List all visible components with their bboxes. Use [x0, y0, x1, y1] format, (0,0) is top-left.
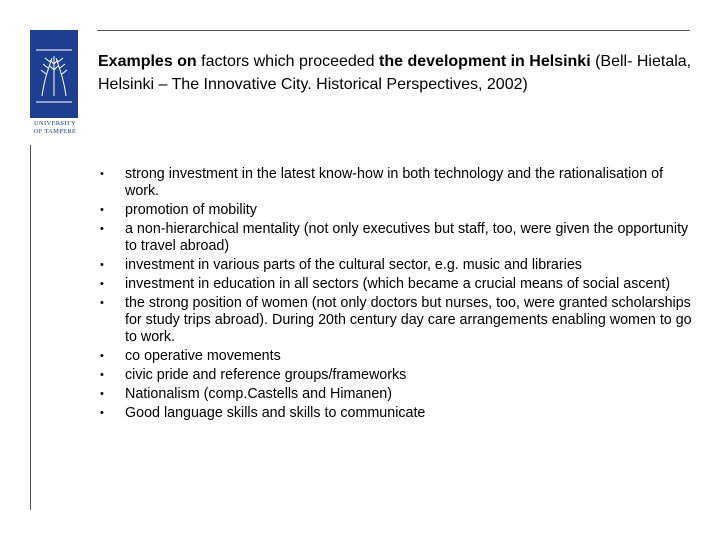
list-item: [98, 221, 698, 255]
list-item-text: Nationalism (comp.Castells and Himanen): [125, 386, 392, 402]
bullet-icon: •: [100, 223, 104, 235]
list-item: [98, 386, 698, 403]
bullet-icon: •: [100, 350, 104, 362]
slide-title: [98, 50, 698, 96]
list-item: [98, 202, 698, 219]
bullet-icon: •: [100, 278, 104, 290]
list-item: [98, 367, 698, 384]
list-item: [98, 405, 698, 422]
top-divider: [97, 30, 690, 31]
bullet-icon: •: [100, 297, 104, 309]
list-item-text: investment in education in all sectors (which became a crucial means of social ascent): [125, 276, 671, 292]
title-part3: the development in Helsinki: [379, 53, 591, 70]
bullet-icon: •: [100, 407, 104, 419]
list-item-text: promotion of mobility: [125, 202, 257, 218]
list-item-text: co operative movements: [125, 348, 281, 364]
list-item: [98, 166, 698, 200]
list-item-text: the strong position of women (not only doctors but nurses, too, were granted scholarships for study trips abroad). During 20th century day care arrangements enabling women to go to work.: [125, 295, 692, 345]
university-name-line2: OF TAMPERE: [33, 128, 77, 135]
list-item-text: a non-hierarchical mentality (not only executives but staff, too, were given the opportunity to travel abroad): [125, 221, 689, 254]
bullet-icon: •: [100, 204, 104, 216]
university-name: [26, 120, 84, 136]
list-item: [98, 348, 698, 365]
list-item: [98, 276, 698, 293]
title-part4: (Bell- Hietala, Helsinki – The Innovative City. Historical Perspectives, 2002): [98, 53, 692, 93]
list-item-text: civic pride and reference groups/frameworks: [125, 367, 407, 383]
list-item: [98, 257, 698, 274]
university-name-line1: UNIVERSITY: [34, 120, 76, 127]
title-part1: Examples on: [98, 53, 197, 70]
list-item-text: strong investment in the latest know-how in both technology and the rationalisation of work.: [125, 166, 664, 199]
bullet-icon: •: [100, 168, 104, 180]
bullet-icon: •: [100, 388, 104, 400]
left-divider: [30, 145, 31, 510]
university-logo: [30, 30, 78, 118]
list-item: [98, 295, 698, 346]
list-item-text: Good language skills and skills to communicate: [125, 405, 426, 421]
bullet-icon: •: [100, 369, 104, 381]
bullet-icon: •: [100, 259, 104, 271]
bullet-list: [98, 166, 698, 424]
university-wheat-emblem-icon: [30, 30, 78, 118]
title-part2: factors which proceeded: [196, 53, 380, 70]
list-item-text: investment in various parts of the cultural sector, e.g. music and libraries: [125, 257, 582, 273]
